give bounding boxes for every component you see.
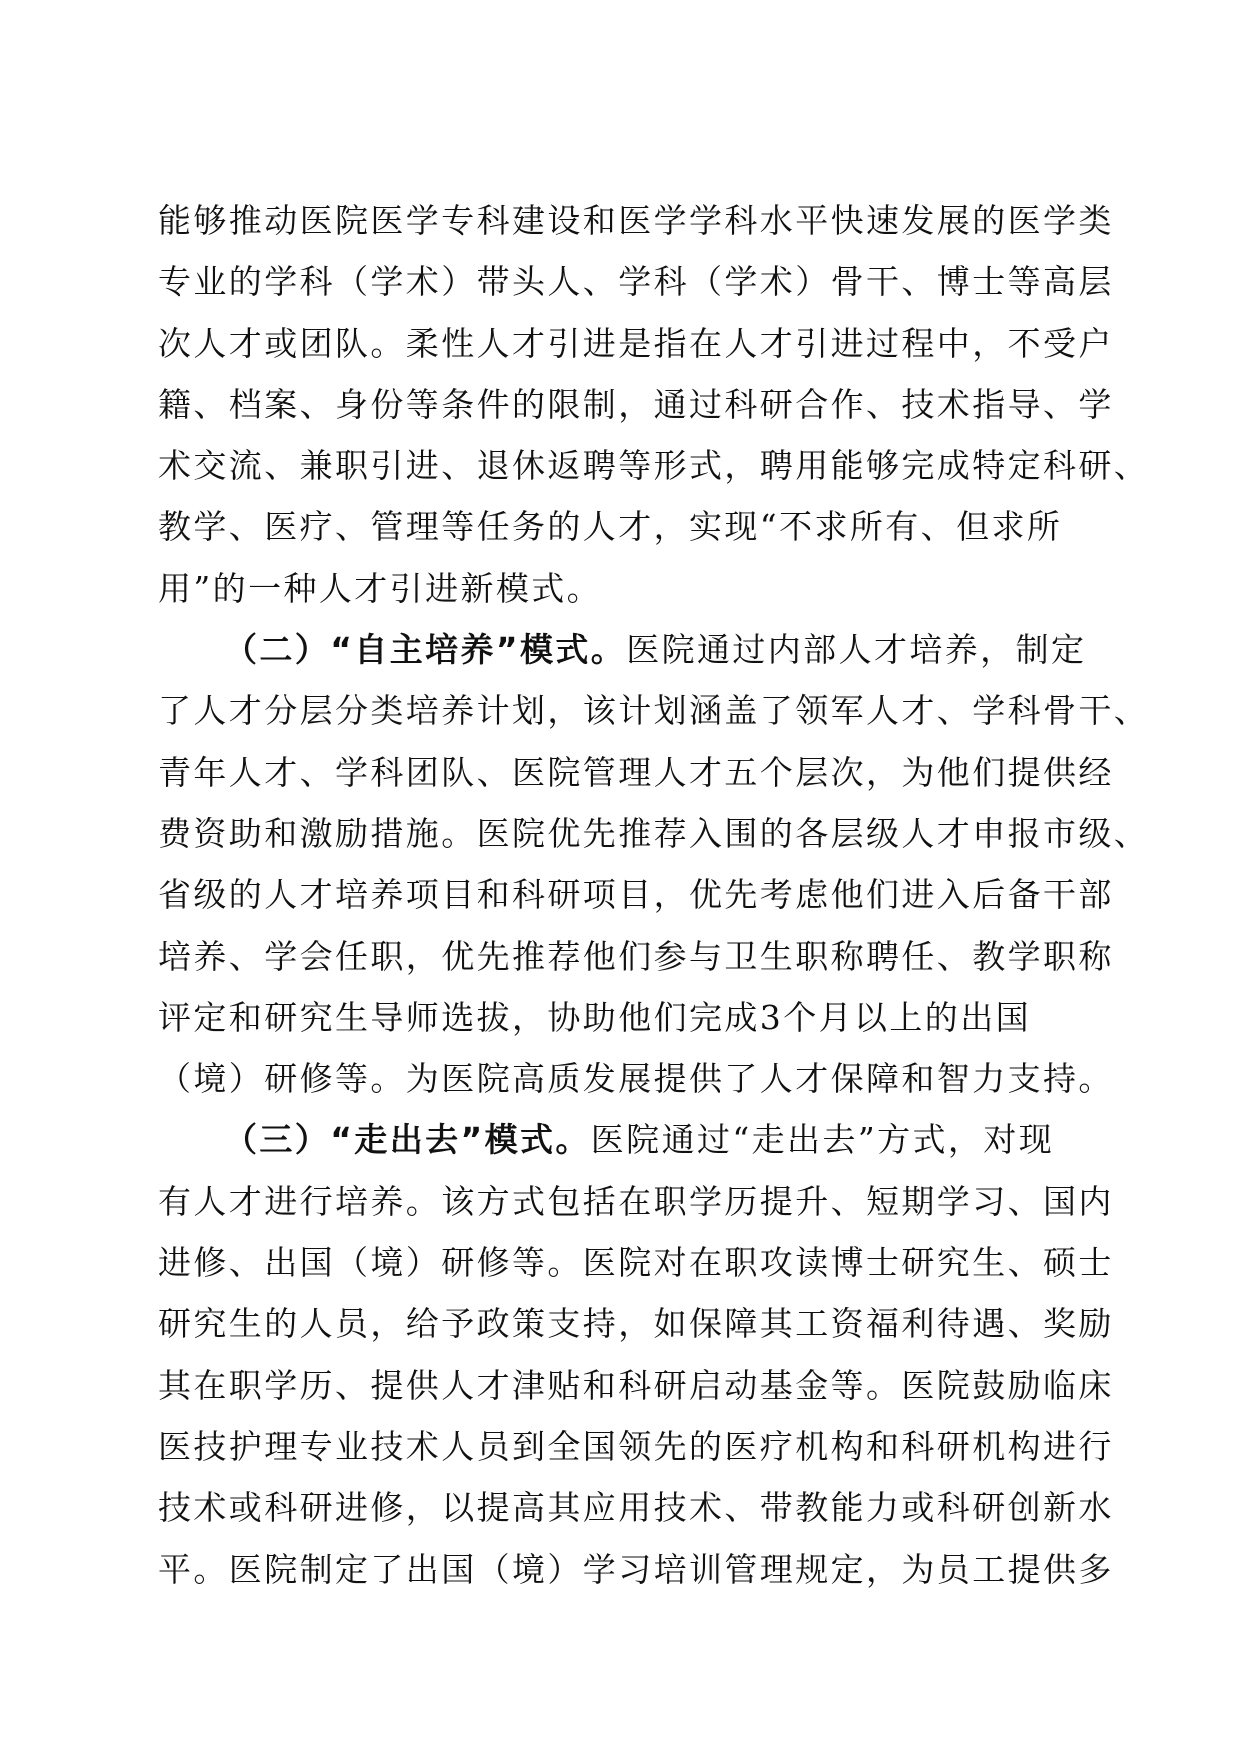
text-line: 培养、学会任职，优先推荐他们参与卫生职称聘任、教学职称 [158, 936, 1114, 976]
text-run: 医院通过“走出去”方式，对现 [590, 1120, 1055, 1160]
text-line: 能够推动医院医学专科建设和医学学科水平快速发展的医学类 [158, 201, 1114, 240]
text-line: 专业的学科（学术）带头人、学科（学术）骨干、博士等高层 [158, 262, 1114, 302]
text-line: 了人才分层分类培养计划，该计划涵盖了领军人才、学科骨干、 [158, 691, 1150, 731]
text-line: 技术或科研进修，以提高其应用技术、带教能力或科研创新水 [158, 1488, 1114, 1528]
text-line: 次人才或团队。柔性人才引进是指在人才引进过程中，不受户 [158, 323, 1114, 363]
text-line: 医技护理专业技术人员到全国领先的医疗机构和科研机构进行 [158, 1426, 1114, 1466]
text-line-first [158, 619, 1088, 680]
text-line: 青年人才、学科团队、医院管理人才五个层次，为他们提供经 [158, 752, 1114, 792]
text-line: 省级的人才培养项目和科研项目，优先考虑他们进入后备干部 [158, 875, 1114, 915]
paragraph-2 [158, 619, 1150, 1109]
text-line: 费资助和激励措施。医院优先推荐入围的各层级人才申报市级、 [158, 813, 1150, 853]
text-line: 评定和研究生导师选拔，协助他们完成3个月以上的出国 [158, 997, 1031, 1037]
text-line: 有人才进行培养。该方式包括在职学历提升、短期学习、国内 [158, 1181, 1114, 1221]
text-line: 其在职学历、提供人才津贴和科研启动基金等。医院鼓励临床 [158, 1365, 1114, 1405]
text-line: 术交流、兼职引进、退休返聘等形式，聘用能够完成特定科研、 [158, 446, 1150, 486]
paragraph-3 [158, 1109, 1114, 1599]
text-run: 医院通过内部人才培养，制定 [626, 630, 1087, 670]
section-heading-self-training: （二）“自主培养”模式。 [224, 630, 627, 670]
paragraph-1 [158, 190, 1150, 619]
text-line: 研究生的人员，给予政策支持，如保障其工资福利待遇、奖励 [158, 1304, 1114, 1344]
section-heading-going-out: （三）“走出去”模式。 [224, 1120, 591, 1160]
text-line: 籍、档案、身份等条件的限制，通过科研合作、技术指导、学 [158, 384, 1114, 424]
text-line: （境）研修等。为医院高质发展提供了人才保障和智力支持。 [158, 1059, 1114, 1099]
text-line: 教学、医疗、管理等任务的人才，实现“不求所有、但求所 [158, 507, 1063, 547]
text-line: 进修、出国（境）研修等。医院对在职攻读博士研究生、硕士 [158, 1243, 1114, 1283]
text-line: 平。医院制定了出国（境）学习培训管理规定，为员工提供多 [158, 1549, 1114, 1589]
text-line-first [158, 1109, 1088, 1170]
text-line: 用”的一种人才引进新模式。 [158, 568, 603, 608]
body-text [158, 190, 1150, 1600]
